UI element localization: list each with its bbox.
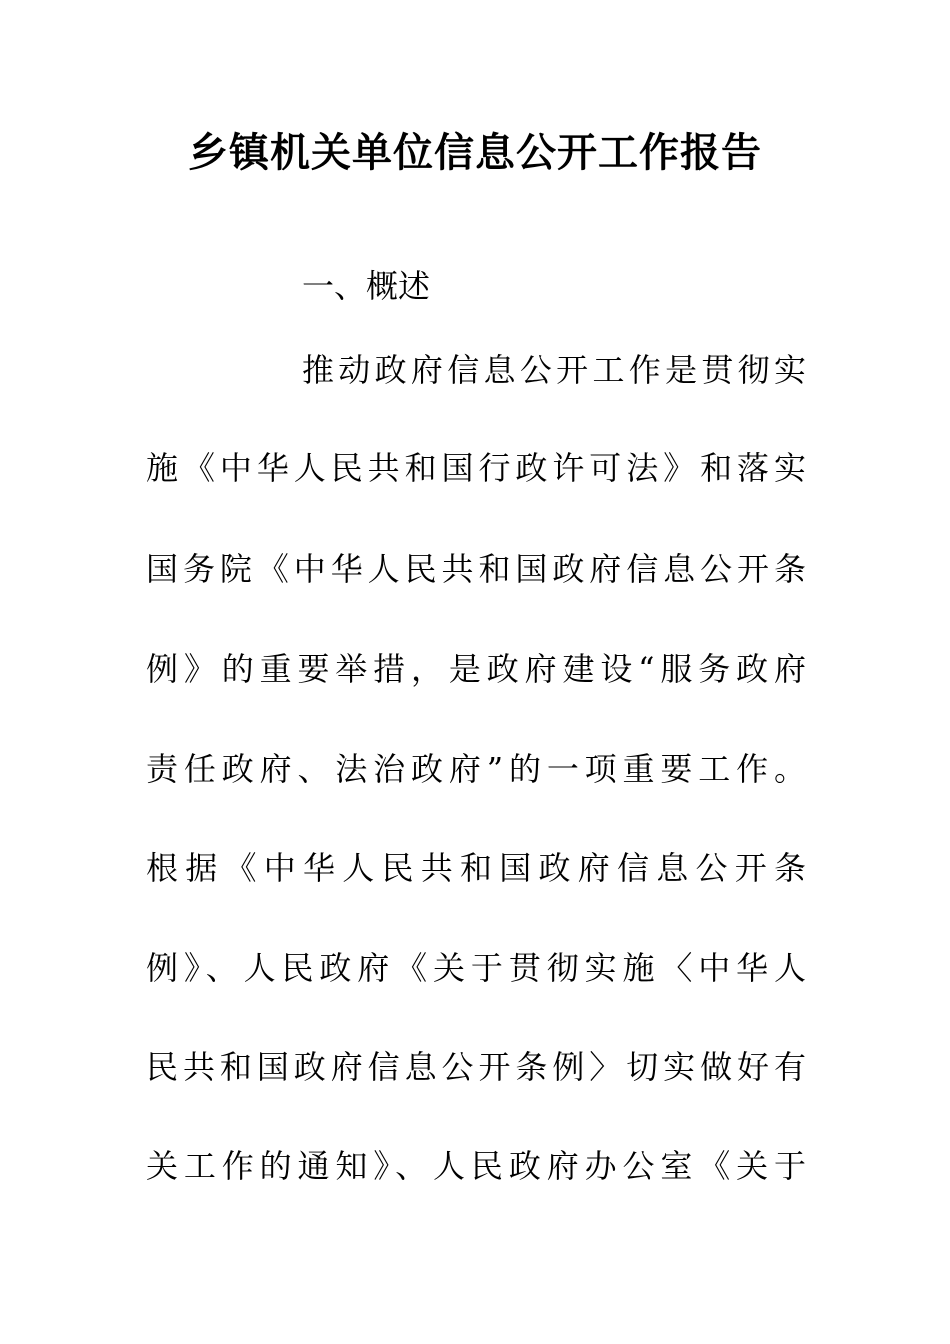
paragraph-line: 责任政府、法治政府”的一项重要工作。 xyxy=(146,750,806,788)
section-heading: 一、概述 xyxy=(302,267,431,305)
paragraph-line: 关工作的通知》、人民政府办公室《关于 xyxy=(146,1147,806,1185)
document-title: 乡镇机关单位信息公开工作报告 xyxy=(188,130,762,176)
paragraph-line: 民共和国政府信息公开条例〉切实做好有 xyxy=(146,1048,806,1086)
paragraph-line: 例》、人民政府《关于贯彻实施〈中华人 xyxy=(146,949,806,987)
paragraph-line: 施《中华人民共和国行政许可法》和落实 xyxy=(146,449,806,487)
paragraph-line: 例》的重要举措，是政府建设“服务政府 xyxy=(146,650,806,688)
paragraph-line: 根据《中华人民共和国政府信息公开条 xyxy=(146,849,806,887)
paragraph-line: 推动政府信息公开工作是贯彻实 xyxy=(302,351,806,389)
paragraph-line: 国务院《中华人民共和国政府信息公开条 xyxy=(146,550,806,588)
